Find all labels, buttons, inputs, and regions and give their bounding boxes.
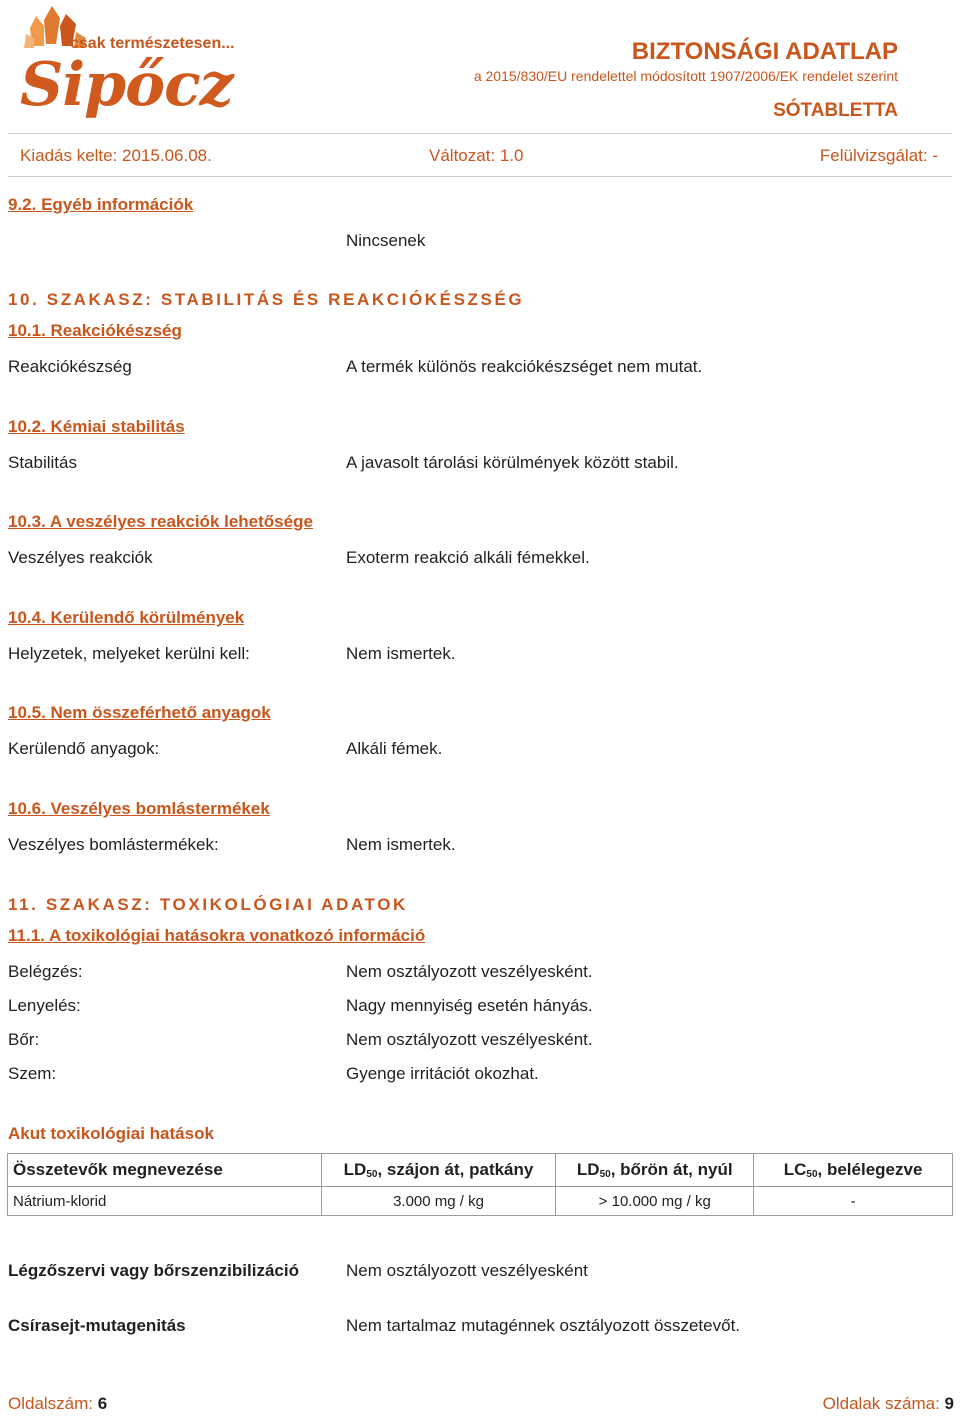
value-10-3: Exoterm reakció alkáli fémekkel.	[346, 548, 590, 567]
section-10-heading: 10. SZAKASZ: STABILITÁS ÉS REAKCIÓKÉSZSÉG	[8, 290, 525, 309]
label-10-3: Veszélyes reakciók	[8, 548, 153, 567]
header-divider-bottom	[8, 176, 952, 177]
cell-dermal: > 10.000 mg / kg	[556, 1187, 754, 1216]
tox-value-skin: Nem osztályozott veszélyesként.	[346, 1030, 593, 1049]
col-header-ld50-oral: $LD_{50}$, szájon át, patkány	[321, 1154, 556, 1187]
tox-label-inhalation: Belégzés:	[8, 962, 83, 981]
label-sensitization: Légzőszervi vagy bőrszenzibilizáció	[8, 1261, 299, 1280]
table-row	[8, 1187, 953, 1216]
label-10-1: Reakciókészség	[8, 357, 132, 376]
doc-title: BIZTONSÁGI ADATLAP	[631, 38, 898, 65]
tox-label-ingestion: Lenyelés:	[8, 996, 81, 1015]
tox-value-eye: Gyenge irritációt okozhat.	[346, 1064, 539, 1083]
heading-10-3: 10.3. A veszélyes reakciók lehetősége	[8, 512, 313, 531]
logo	[14, 4, 235, 120]
value-mutagenicity: Nem tartalmaz mutagénnek osztályozott összetevőt.	[346, 1316, 741, 1335]
revision: Felülvizsgálat: -	[819, 146, 938, 165]
heading-10-4: 10.4. Kerülendő körülmények	[8, 608, 245, 627]
col-header-lc50-inhal: $LC_{50}$, belélegezve	[754, 1154, 953, 1187]
tox-value-inhalation: Nem osztályozott veszélyesként.	[346, 962, 593, 981]
tox-label-skin: Bőr:	[8, 1030, 40, 1049]
value-10-5: Alkáli fémek.	[346, 739, 443, 758]
section-11-heading: 11. SZAKASZ: TOXIKOLÓGIAI ADATOK	[8, 895, 408, 914]
logo-tagline: csak természetesen...	[70, 35, 235, 52]
product-name: SÓTABLETTA	[773, 100, 898, 121]
label-10-2: Stabilitás	[8, 453, 77, 472]
doc-subtitle: a 2015/830/EU rendelettel módosított 1907/2006/EK rendelet szerint	[473, 68, 898, 84]
version: Változat: 1.0	[429, 146, 524, 165]
heading-11-1: 11.1. A toxikológiai hatásokra vonatkozó információ	[8, 926, 426, 945]
value-10-4: Nem ismertek.	[346, 644, 456, 663]
label-10-4: Helyzetek, melyeket kerülni kell:	[8, 644, 250, 663]
label-10-5: Kerülendő anyagok:	[8, 739, 160, 758]
page-number: Oldalszám: 6	[8, 1394, 108, 1413]
table-header-row	[8, 1154, 953, 1187]
col-header-ld50-dermal: $LD_{50}$, bőrön át, nyúl	[556, 1154, 754, 1187]
label-10-6: Veszélyes bomlástermékek:	[8, 835, 219, 854]
heading-10-1: 10.1. Reakciókészség	[8, 321, 182, 340]
issue-date: Kiadás kelte: 2015.06.08.	[20, 146, 212, 165]
cell-inhal: -	[754, 1187, 953, 1216]
value-10-2: A javasolt tárolási körülmények között stabil.	[346, 453, 679, 472]
acute-tox-heading: Akut toxikológiai hatások	[8, 1124, 214, 1143]
header-divider-top	[8, 133, 952, 134]
value-9-2: Nincsenek	[346, 231, 426, 250]
page-count: Oldalak száma: 9	[822, 1394, 954, 1413]
tox-value-ingestion: Nagy mennyiség esetén hányás.	[346, 996, 593, 1015]
value-10-6: Nem ismertek.	[346, 835, 456, 854]
tox-label-eye: Szem:	[8, 1064, 57, 1083]
logo-brand: Sipőcz	[20, 50, 233, 120]
label-mutagenicity: Csírasejt-mutagenitás	[8, 1316, 186, 1335]
cell-oral: 3.000 mg / kg	[321, 1187, 556, 1216]
heading-10-5: 10.5. Nem összeférhető anyagok	[8, 703, 271, 722]
heading-10-6: 10.6. Veszélyes bomlástermékek	[8, 799, 270, 818]
value-sensitization: Nem osztályozott veszélyesként	[346, 1261, 588, 1280]
acute-tox-table	[7, 1153, 953, 1216]
heading-10-2: 10.2. Kémiai stabilitás	[8, 417, 185, 436]
heading-9-2: 9.2. Egyéb információk	[8, 195, 194, 214]
value-10-1: A termék különös reakciókészséget nem mutat.	[346, 357, 703, 376]
col-header-name: Összetevők megnevezése	[8, 1154, 322, 1187]
cell-name: Nátrium-klorid	[8, 1187, 322, 1216]
